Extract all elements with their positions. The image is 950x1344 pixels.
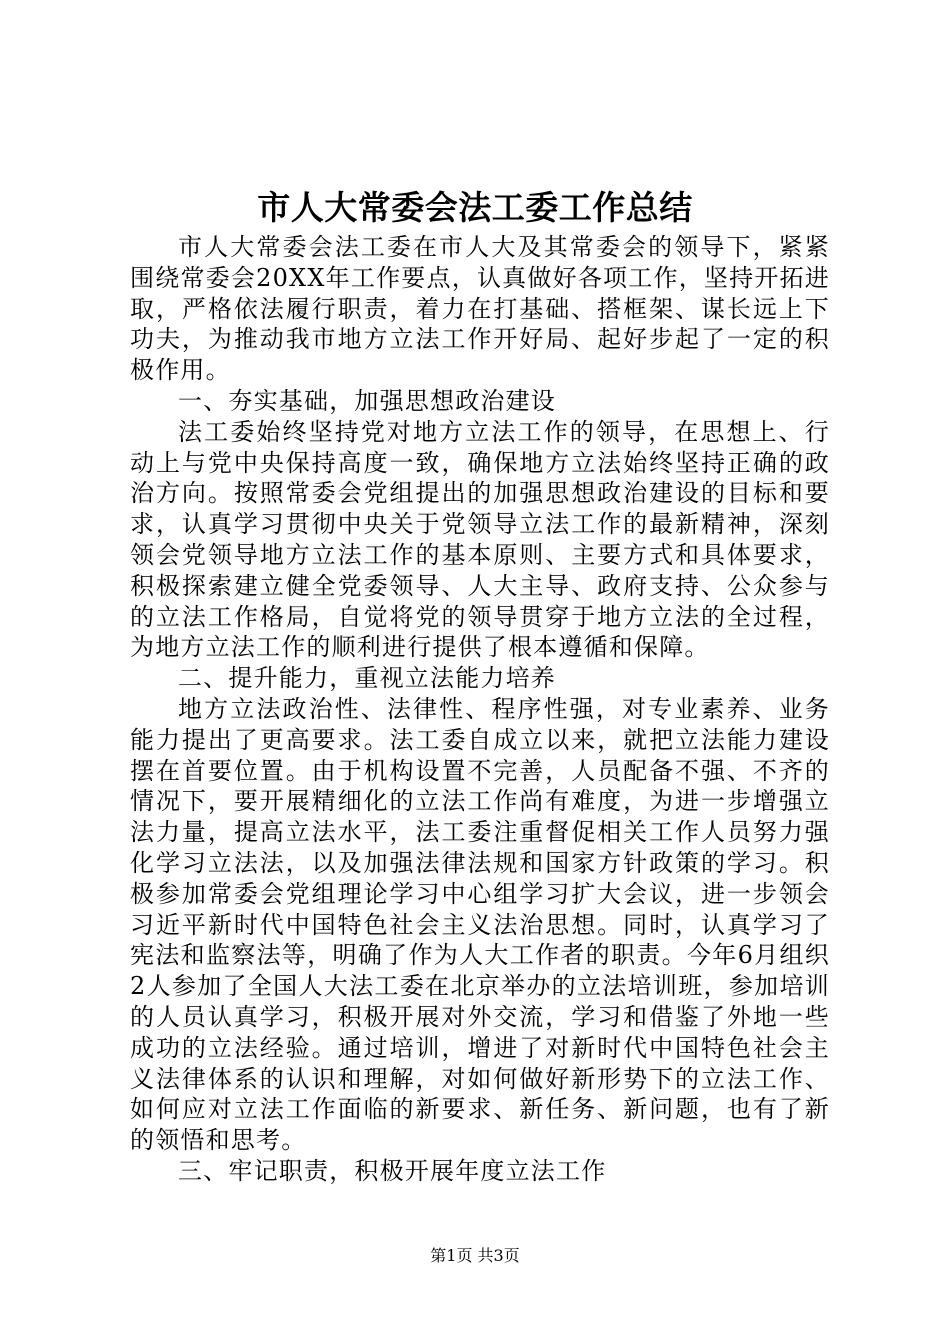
- section-heading-2: 二、提升能力，重视立法能力培养: [178, 664, 556, 693]
- section-heading-3: 三、牢记职责，积极开展年度立法工作: [178, 1156, 607, 1185]
- section-2-paragraph: 地方立法政治性、法律性、程序性强，对专业素养、业务能力提出了更高要求。法工委自成立以来，就把立法能力建设摆在首要位置。由于机构设置不完善，人员配备不强、不齐的情况下，要开展精细化的立法工作尚有难度，为进一步增强立法力量，提高立法水平，法工委注重督促相关工作人员努力强化学习立法法，以及加强法律法规和国家方针政策的学习。积极参加常委会党组理论学习中心组学习扩大会议，进一步领会习近平新时代中国特色社会主义法治思想。同时，认真学习了宪法和监察法等，明确了作为人大工作者的职责。今年6月组织2人参加了全国人大法工委在北京举办的立法培训班，参加培训的人员认真学习，积极开展对外交流，学习和借鉴了外地一些成功的立法经验。通过培训，增进了对新时代中国特色社会主义法律体系的认识和理解，对如何做好新形势下的立法工作、如何应对立法工作面临的新要求、新任务、新问题，也有了新的领悟和思考。: [130, 694, 830, 1155]
- page-number-footer: 第1页 共3页: [430, 1246, 520, 1265]
- section-heading-1: 一、夯实基础，加强思想政治建设: [178, 386, 556, 415]
- document-body: [130, 232, 830, 1187]
- section-1-paragraph: 法工委始终坚持党对地方立法工作的领导，在思想上、行动上与党中央保持高度一致，确保地方立法始终坚持正确的政治方向。按照常委会党组提出的加强思想政治建设的目标和要求，认真学习贯彻中央关于党领导立法工作的最新精神，深刻领会党领导地方立法工作的基本原则、主要方式和具体要求，积极探索建立健全党委领导、人大主导、政府支持、公众参与的立法工作格局，自觉将党的领导贯穿于地方立法的全过程，为地方立法工作的顺利进行提供了根本遵循和保障。: [130, 417, 830, 662]
- intro-paragraph: 市人大常委会法工委在市人大及其常委会的领导下，紧紧围绕常委会20XX年工作要点，认真做好各项工作，坚持开拓进取，严格依法履行职责，着力在打基础、搭框架、谋长远上下功夫，为推动我市地方立法工作开好局、起好步起了一定的积极作用。: [130, 233, 830, 385]
- document-title: 市人大常委会法工委工作总结: [257, 188, 693, 227]
